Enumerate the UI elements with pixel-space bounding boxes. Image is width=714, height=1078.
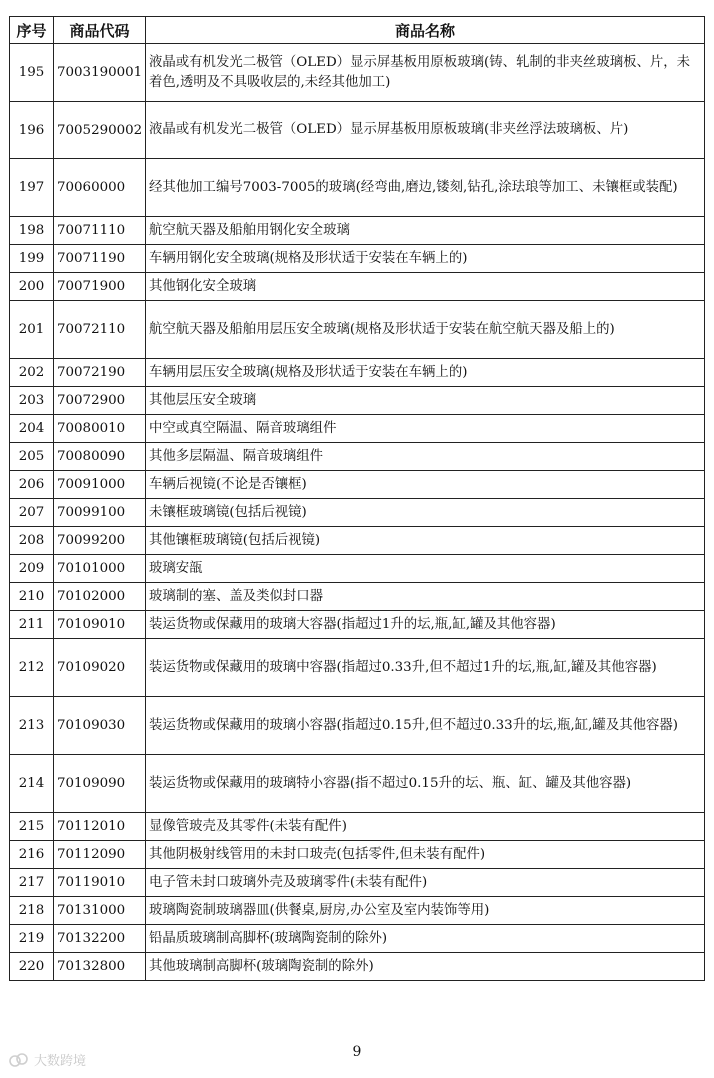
row-name: 航空航天器及船舶用层压安全玻璃(规格及形状适于安装在航空航天器及船上的) (146, 301, 705, 359)
row-seq: 218 (10, 897, 54, 925)
row-seq: 198 (10, 217, 54, 245)
row-code: 70072110 (54, 301, 146, 359)
row-seq: 209 (10, 555, 54, 583)
row-name: 车辆后视镜(不论是否镶框) (146, 471, 705, 499)
row-name: 其他阴极射线管用的未封口玻壳(包括零件,但未装有配件) (146, 841, 705, 869)
table-row (10, 953, 705, 981)
row-code: 7005290002 (54, 102, 146, 159)
row-name: 电子管未封口玻璃外壳及玻璃零件(未装有配件) (146, 869, 705, 897)
row-name: 车辆用层压安全玻璃(规格及形状适于安装在车辆上的) (146, 359, 705, 387)
table-row (10, 639, 705, 697)
row-seq: 204 (10, 415, 54, 443)
row-code: 70109030 (54, 697, 146, 755)
row-name: 其他镶框玻璃镜(包括后视镜) (146, 527, 705, 555)
table-row (10, 869, 705, 897)
table-row (10, 415, 705, 443)
table-row (10, 159, 705, 217)
row-code: 70101000 (54, 555, 146, 583)
row-name: 显像管玻壳及其零件(未装有配件) (146, 813, 705, 841)
table-row (10, 443, 705, 471)
row-seq: 217 (10, 869, 54, 897)
row-seq: 215 (10, 813, 54, 841)
row-seq: 219 (10, 925, 54, 953)
table-row (10, 897, 705, 925)
table-row (10, 527, 705, 555)
table-row (10, 471, 705, 499)
row-code: 70071900 (54, 273, 146, 301)
row-seq: 201 (10, 301, 54, 359)
row-code: 70071190 (54, 245, 146, 273)
watermark-logo-icon (8, 1052, 30, 1068)
table-row (10, 611, 705, 639)
row-code: 70131000 (54, 897, 146, 925)
row-code: 70109010 (54, 611, 146, 639)
row-code: 70072900 (54, 387, 146, 415)
row-name: 其他玻璃制高脚杯(玻璃陶瓷制的除外) (146, 953, 705, 981)
row-seq: 208 (10, 527, 54, 555)
row-code: 70109090 (54, 755, 146, 813)
row-seq: 205 (10, 443, 54, 471)
row-name: 其他多层隔温、隔音玻璃组件 (146, 443, 705, 471)
row-name: 车辆用钢化安全玻璃(规格及形状适于安装在车辆上的) (146, 245, 705, 273)
row-name: 装运货物或保藏用的玻璃中容器(指超过0.33升,但不超过1升的坛,瓶,缸,罐及其他容器) (146, 639, 705, 697)
row-seq: 199 (10, 245, 54, 273)
row-name: 液晶或有机发光二极管（OLED）显示屏基板用原板玻璃(铸、轧制的非夹丝玻璃板、片，未着色,透明及不具吸收层的,未经其他加工) (146, 44, 705, 102)
watermark-text: 大数跨境 (34, 1054, 87, 1069)
table-row (10, 245, 705, 273)
row-seq: 197 (10, 159, 54, 217)
table-row (10, 755, 705, 813)
row-code: 70099200 (54, 527, 146, 555)
row-name: 未镶框玻璃镜(包括后视镜) (146, 499, 705, 527)
row-name: 中空或真空隔温、隔音玻璃组件 (146, 415, 705, 443)
row-seq: 203 (10, 387, 54, 415)
row-code: 70109020 (54, 639, 146, 697)
table-row (10, 359, 705, 387)
table-header-row (10, 17, 705, 44)
row-code: 70112090 (54, 841, 146, 869)
row-name: 其他层压安全玻璃 (146, 387, 705, 415)
row-code: 70080090 (54, 443, 146, 471)
row-seq: 207 (10, 499, 54, 527)
row-code: 70102000 (54, 583, 146, 611)
row-code: 70071110 (54, 217, 146, 245)
row-code: 7003190001 (54, 44, 146, 102)
page-number: 9 (352, 1044, 362, 1060)
row-seq: 214 (10, 755, 54, 813)
table-row (10, 273, 705, 301)
row-name: 玻璃制的塞、盖及类似封口器 (146, 583, 705, 611)
watermark (8, 1050, 86, 1069)
table-row (10, 102, 705, 159)
row-name: 其他钢化安全玻璃 (146, 273, 705, 301)
row-code: 70112010 (54, 813, 146, 841)
row-code: 70080010 (54, 415, 146, 443)
table-row (10, 301, 705, 359)
row-code: 70072190 (54, 359, 146, 387)
row-name: 玻璃陶瓷制玻璃器皿(供餐桌,厨房,办公室及室内装饰等用) (146, 897, 705, 925)
row-seq: 196 (10, 102, 54, 159)
table-row (10, 697, 705, 755)
row-seq: 216 (10, 841, 54, 869)
row-seq: 212 (10, 639, 54, 697)
header-seq: 序号 (10, 17, 54, 44)
row-name: 经其他加工编号7003-7005的玻璃(经弯曲,磨边,镂刻,钻孔,涂珐琅等加工、未镶框或装配) (146, 159, 705, 217)
table-row (10, 44, 705, 102)
table-row (10, 217, 705, 245)
row-seq: 220 (10, 953, 54, 981)
row-code: 70119010 (54, 869, 146, 897)
goods-table (9, 16, 705, 981)
table-row (10, 583, 705, 611)
row-seq: 200 (10, 273, 54, 301)
row-code: 70099100 (54, 499, 146, 527)
row-code: 70091000 (54, 471, 146, 499)
row-seq: 210 (10, 583, 54, 611)
table-row (10, 925, 705, 953)
header-code: 商品代码 (54, 17, 146, 44)
row-seq: 213 (10, 697, 54, 755)
row-seq: 195 (10, 44, 54, 102)
row-name: 航空航天器及船舶用钢化安全玻璃 (146, 217, 705, 245)
row-name: 玻璃安瓿 (146, 555, 705, 583)
row-name: 装运货物或保藏用的玻璃特小容器(指不超过0.15升的坛、瓶、缸、罐及其他容器) (146, 755, 705, 813)
row-seq: 211 (10, 611, 54, 639)
row-code: 70060000 (54, 159, 146, 217)
table-row (10, 555, 705, 583)
row-code: 70132200 (54, 925, 146, 953)
table-row (10, 387, 705, 415)
table-row (10, 813, 705, 841)
row-name: 液晶或有机发光二极管（OLED）显示屏基板用原板玻璃(非夹丝浮法玻璃板、片) (146, 102, 705, 159)
row-name: 铅晶质玻璃制高脚杯(玻璃陶瓷制的除外) (146, 925, 705, 953)
header-name: 商品名称 (146, 17, 705, 44)
table-row (10, 499, 705, 527)
row-seq: 206 (10, 471, 54, 499)
table-row (10, 841, 705, 869)
row-name: 装运货物或保藏用的玻璃小容器(指超过0.15升,但不超过0.33升的坛,瓶,缸,罐及其他容器) (146, 697, 705, 755)
row-seq: 202 (10, 359, 54, 387)
row-code: 70132800 (54, 953, 146, 981)
row-name: 装运货物或保藏用的玻璃大容器(指超过1升的坛,瓶,缸,罐及其他容器) (146, 611, 705, 639)
